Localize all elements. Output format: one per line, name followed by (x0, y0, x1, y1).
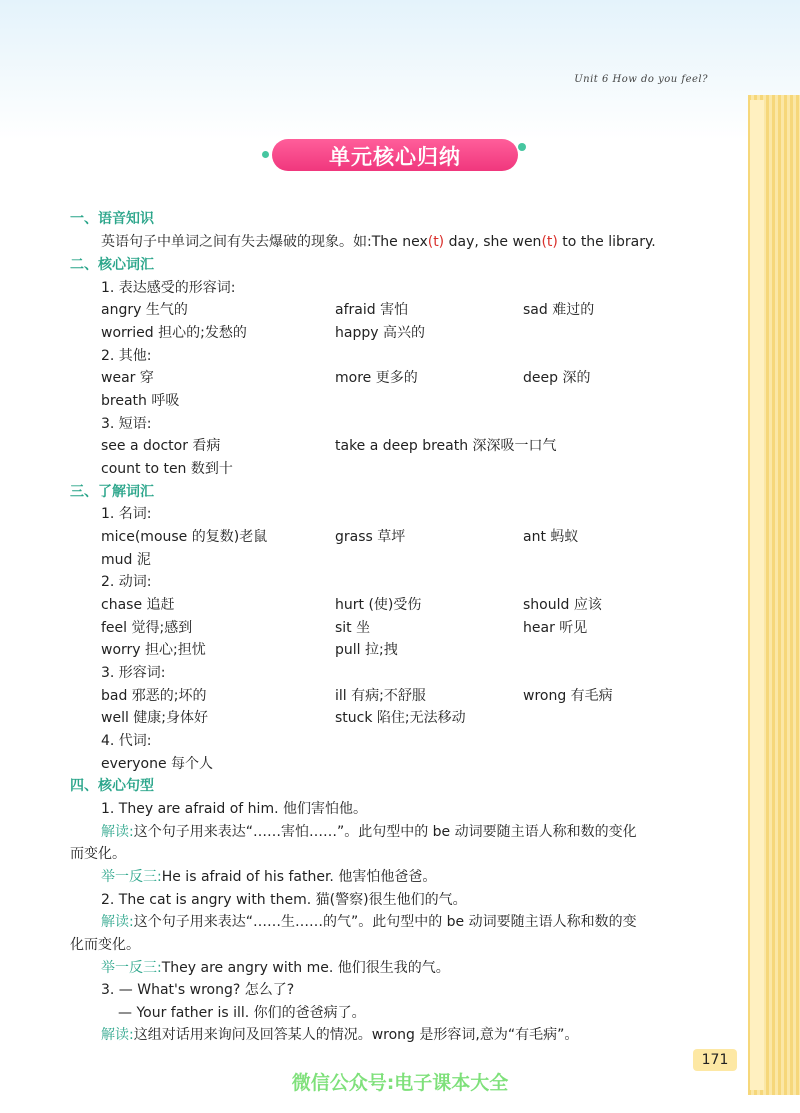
section-heading: 一、语音知识 (70, 211, 154, 227)
vocab-item: breath 呼吸 (101, 393, 180, 409)
lost-plosive-t: (t) (427, 234, 445, 250)
vocab-item: grass 草坪 (335, 529, 406, 545)
vocab-item: everyone 每个人 (101, 756, 214, 772)
vocab-item: stuck 陷住;无法移动 (335, 710, 466, 726)
page-number: 171 (693, 1049, 737, 1071)
vocab-item: hear 听见 (523, 620, 588, 636)
phonetics-example (101, 231, 656, 253)
footer-watermark: 微信公众号:电子课本大全 (291, 1072, 509, 1094)
vocab-item: see a doctor 看病 (101, 438, 221, 454)
vocab-item: count to ten 数到十 (101, 461, 233, 477)
vocab-item: wrong 有毛病 (523, 688, 613, 704)
vocab-item: bad 邪恶的;坏的 (101, 688, 207, 704)
section-heading: 四、核心句型 (70, 778, 154, 794)
explanation-continued: 而变化。 (70, 846, 126, 862)
vocab-item: mice(mouse 的复数)老鼠 (101, 529, 268, 545)
extension-example (101, 957, 450, 979)
explanation-label: 解读: (101, 824, 134, 840)
explanation (101, 821, 637, 843)
phonetics-text: day, she wen (444, 234, 542, 250)
vocab-item: sit 坐 (335, 620, 371, 636)
sub-heading: 3. 短语: (101, 416, 152, 432)
vocab-item: angry 生气的 (101, 302, 188, 318)
core-sentence: 1. They are afraid of him. 他们害怕他。 (101, 801, 367, 817)
extension-label: 举一反三: (101, 869, 162, 885)
explanation-label: 解读: (101, 914, 134, 930)
vocab-item: happy 高兴的 (335, 325, 425, 341)
vocab-item: mud 泥 (101, 552, 151, 568)
explanation-text: 这个句子用来表达“……生……的气”。此句型中的 be 动词要随主语人称和数的变 (133, 914, 637, 930)
sub-heading: 1. 表达感受的形容词: (101, 280, 236, 296)
vocab-item: well 健康;身体好 (101, 710, 209, 726)
explanation-text: 这个句子用来表达“……害怕……”。此句型中的 be 动词要随主语人称和数的变化 (133, 824, 637, 840)
page-title: 单元核心归纳 (329, 145, 461, 169)
section-heading: 三、了解词汇 (70, 484, 154, 500)
sub-heading: 2. 其他: (101, 348, 152, 364)
vocab-item: more 更多的 (335, 370, 418, 386)
explanation (101, 911, 637, 933)
extension-example (101, 866, 436, 888)
lost-plosive-t: (t) (541, 234, 558, 250)
title-banner (262, 137, 528, 173)
vocab-item: worried 担心的;发愁的 (101, 325, 247, 341)
section-heading: 二、核心词汇 (70, 257, 154, 273)
vocab-item: take a deep breath 深深吸一口气 (335, 438, 557, 454)
vocab-item: should 应该 (523, 597, 602, 613)
vocab-item: wear 穿 (101, 370, 154, 386)
vocab-item: deep 深的 (523, 370, 591, 386)
explanation (101, 1024, 578, 1046)
phonetics-text: to the library. (557, 234, 656, 250)
phonetics-text: 英语句子中单词之间有失去爆破的现象。如:The nex (101, 234, 428, 250)
extension-label: 举一反三: (101, 960, 162, 976)
vocab-item: feel 觉得;感到 (101, 620, 193, 636)
running-head: Unit 6 How do you feel? (574, 74, 708, 85)
dialogue-answer: — Your father is ill. 你们的爸爸病了。 (118, 1005, 366, 1021)
sub-heading: 4. 代词: (101, 733, 152, 749)
sub-heading: 3. 形容词: (101, 665, 166, 681)
vocab-item: pull 拉;拽 (335, 642, 398, 658)
explanation-text: 这组对话用来询问及回答某人的情况。wrong 是形容词,意为“有毛病”。 (133, 1027, 579, 1043)
extension-text: He is afraid of his father. 他害怕他爸爸。 (161, 869, 437, 885)
sub-heading: 1. 名词: (101, 506, 152, 522)
vocab-item: ill 有病;不舒服 (335, 688, 426, 704)
vocab-item: ant 蚂蚁 (523, 529, 579, 545)
vocab-item: hurt (使)受伤 (335, 597, 422, 613)
vocab-item: worry 担心;担忧 (101, 642, 206, 658)
vocab-item: sad 难过的 (523, 302, 595, 318)
extension-text: They are angry with me. 他们很生我的气。 (161, 960, 450, 976)
dialogue-question: 3. — What's wrong? 怎么了? (101, 982, 295, 998)
vocab-item: chase 追赶 (101, 597, 175, 613)
explanation-label: 解读: (101, 1027, 134, 1043)
explanation-continued: 化而变化。 (70, 937, 140, 953)
core-sentence: 2. The cat is angry with them. 猫(警察)很生他们的气。 (101, 892, 467, 908)
sub-heading: 2. 动词: (101, 574, 152, 590)
vocab-item: afraid 害怕 (335, 302, 409, 318)
